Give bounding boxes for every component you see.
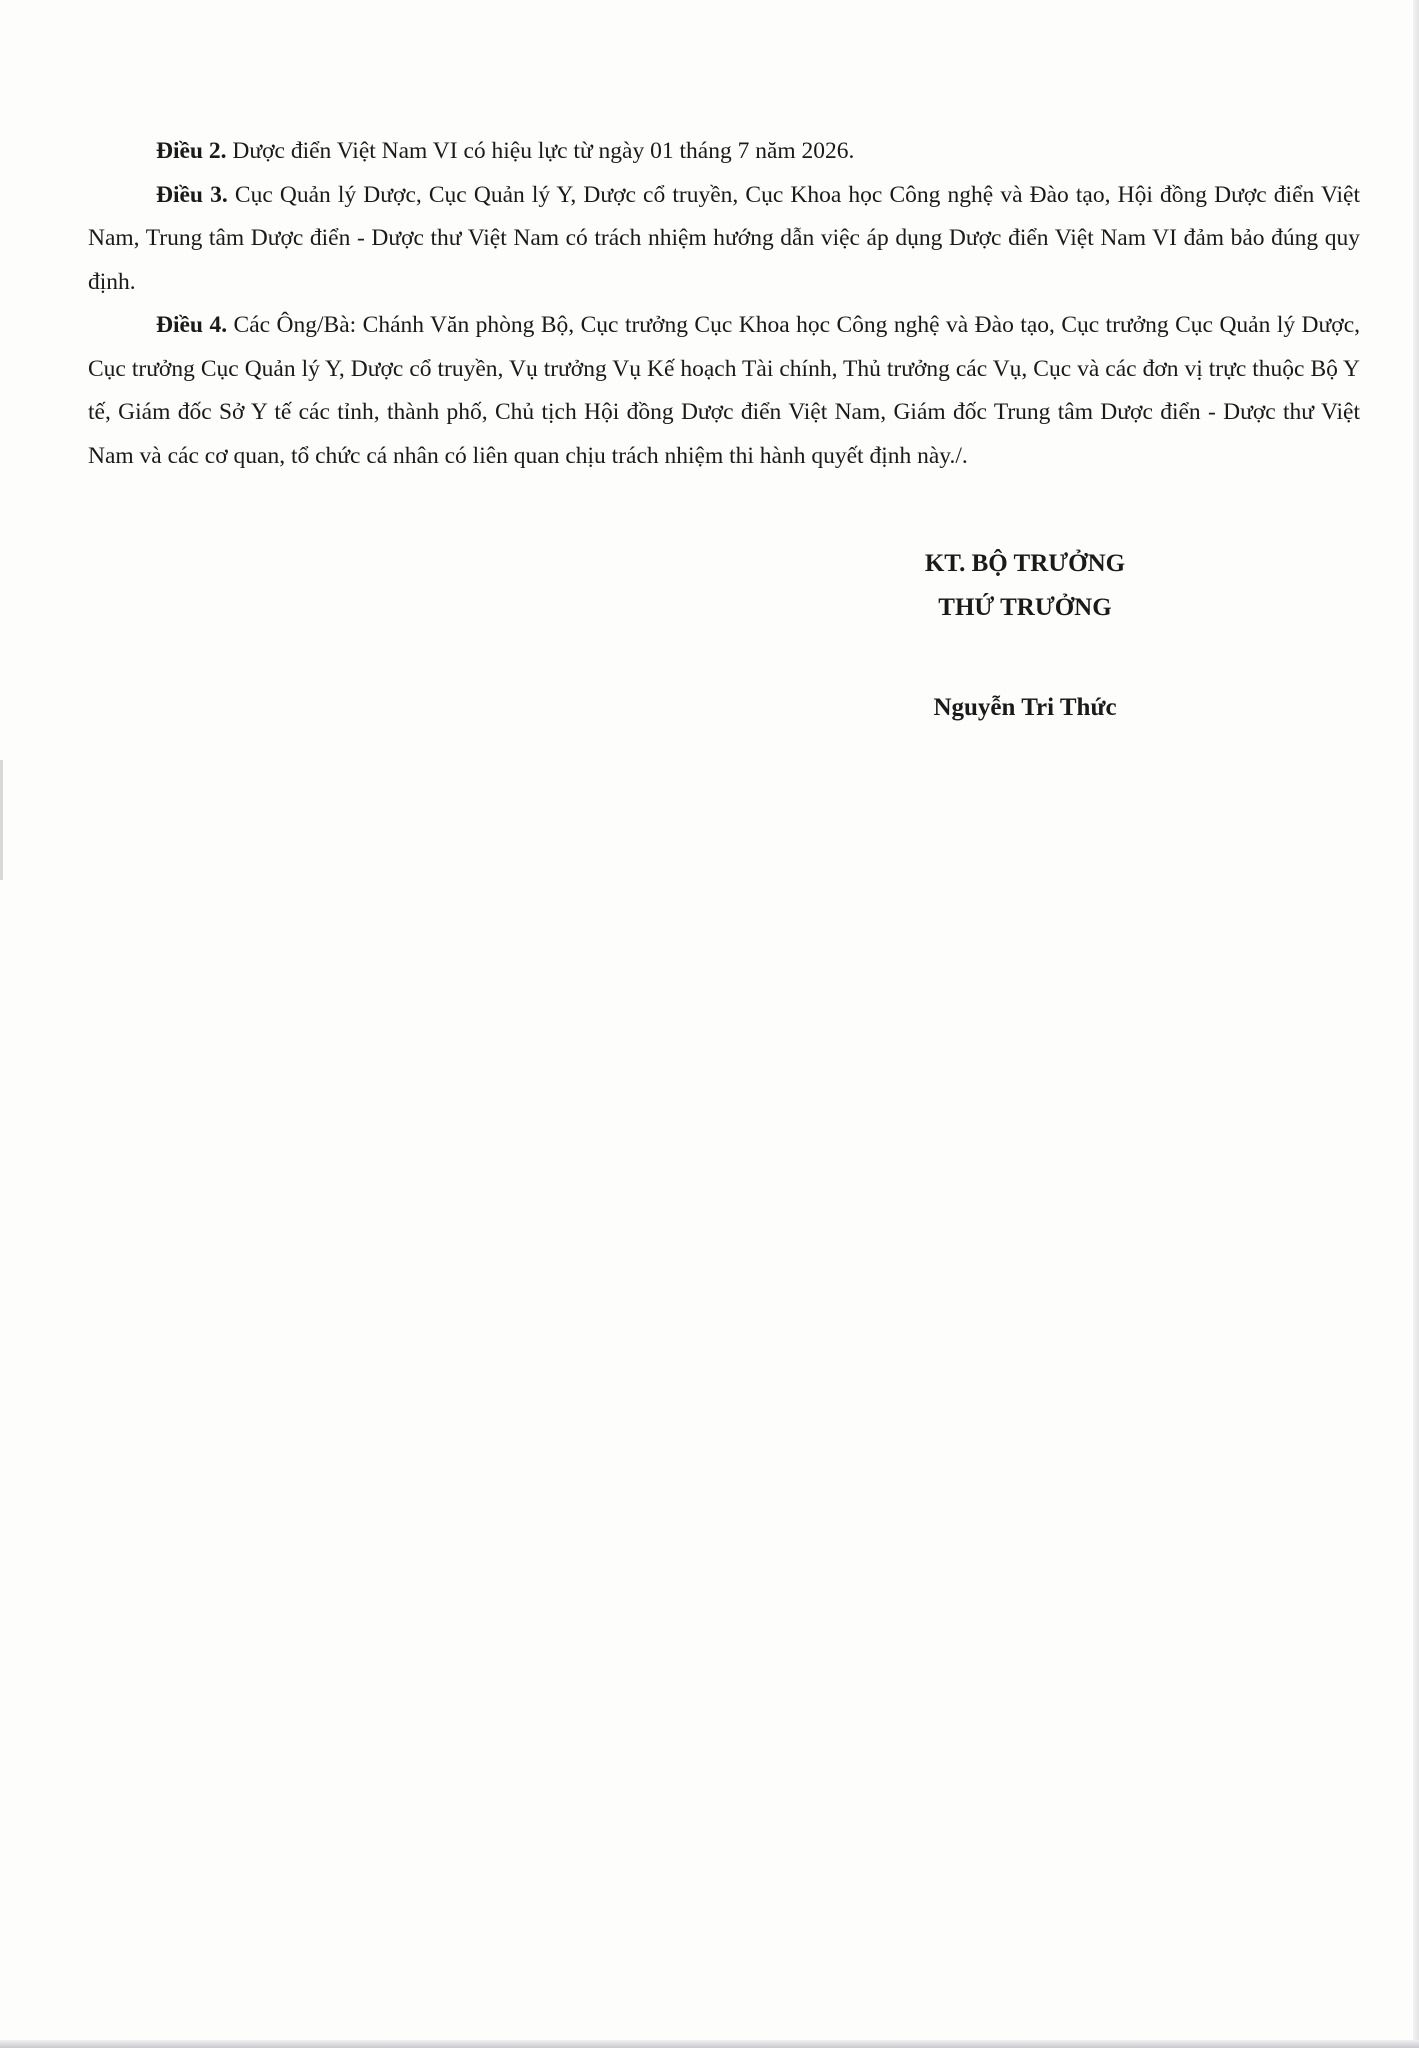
signer-name: Nguyễn Tri Thức [933,694,1117,721]
scan-edge-right [1413,0,1419,2048]
article-4-heading: Điều 4. [156,312,228,338]
article-2 [88,130,1360,174]
article-2-text: Dược điển Việt Nam VI có hiệu lực từ ngày 01 tháng 7 năm 2026. [226,138,855,164]
signature-title-2: THỨ TRƯỞNG [938,594,1112,621]
scan-edge-left [0,760,3,880]
document-body [88,130,1360,478]
signature-title-1: KT. BỘ TRƯỞNG [924,550,1126,577]
scan-edge-bottom [0,2040,1419,2048]
signature-block [870,542,1180,730]
article-3-heading: Điều 3. [156,181,228,208]
article-4 [88,304,1360,478]
article-3 [88,174,1360,305]
article-4-text: Các Ông/Bà: Chánh Văn phòng Bộ, Cục trưởng Cục Khoa học Công nghệ và Đào tạo, Cục trưởng Cục Quản lý Dược, Cục trưởng Cục Quản lý Y, Dược cổ truyền, Vụ trưởng Vụ Kế hoạch Tài chính, Thủ trưởng các Vụ, Cục và các đơn vị trực thuộc Bộ Y tế, Giám đốc Sở Y tế các tỉnh, thành phố, Chủ tịch Hội đồng Dược điển Việt Nam, Giám đốc Trung tâm Dược điển - Dược thư Việt Nam và các cơ quan, tổ chức cá nhân có liên quan chịu trách nhiệm thi hành quyết định này./. [88,312,1361,469]
article-3-text: Cục Quản lý Dược, Cục Quản lý Y, Dược cổ truyền, Cục Khoa học Công nghệ và Đào tạo, Hội đồng Dược điển Việt Nam, Trung tâm Dược điển - Dược thư Việt Nam có trách nhiệm hướng dẫn việc áp dụng Dược điển Việt Nam VI đảm bảo đúng quy định. [88,181,1361,295]
article-2-heading: Điều 2. [156,138,227,164]
